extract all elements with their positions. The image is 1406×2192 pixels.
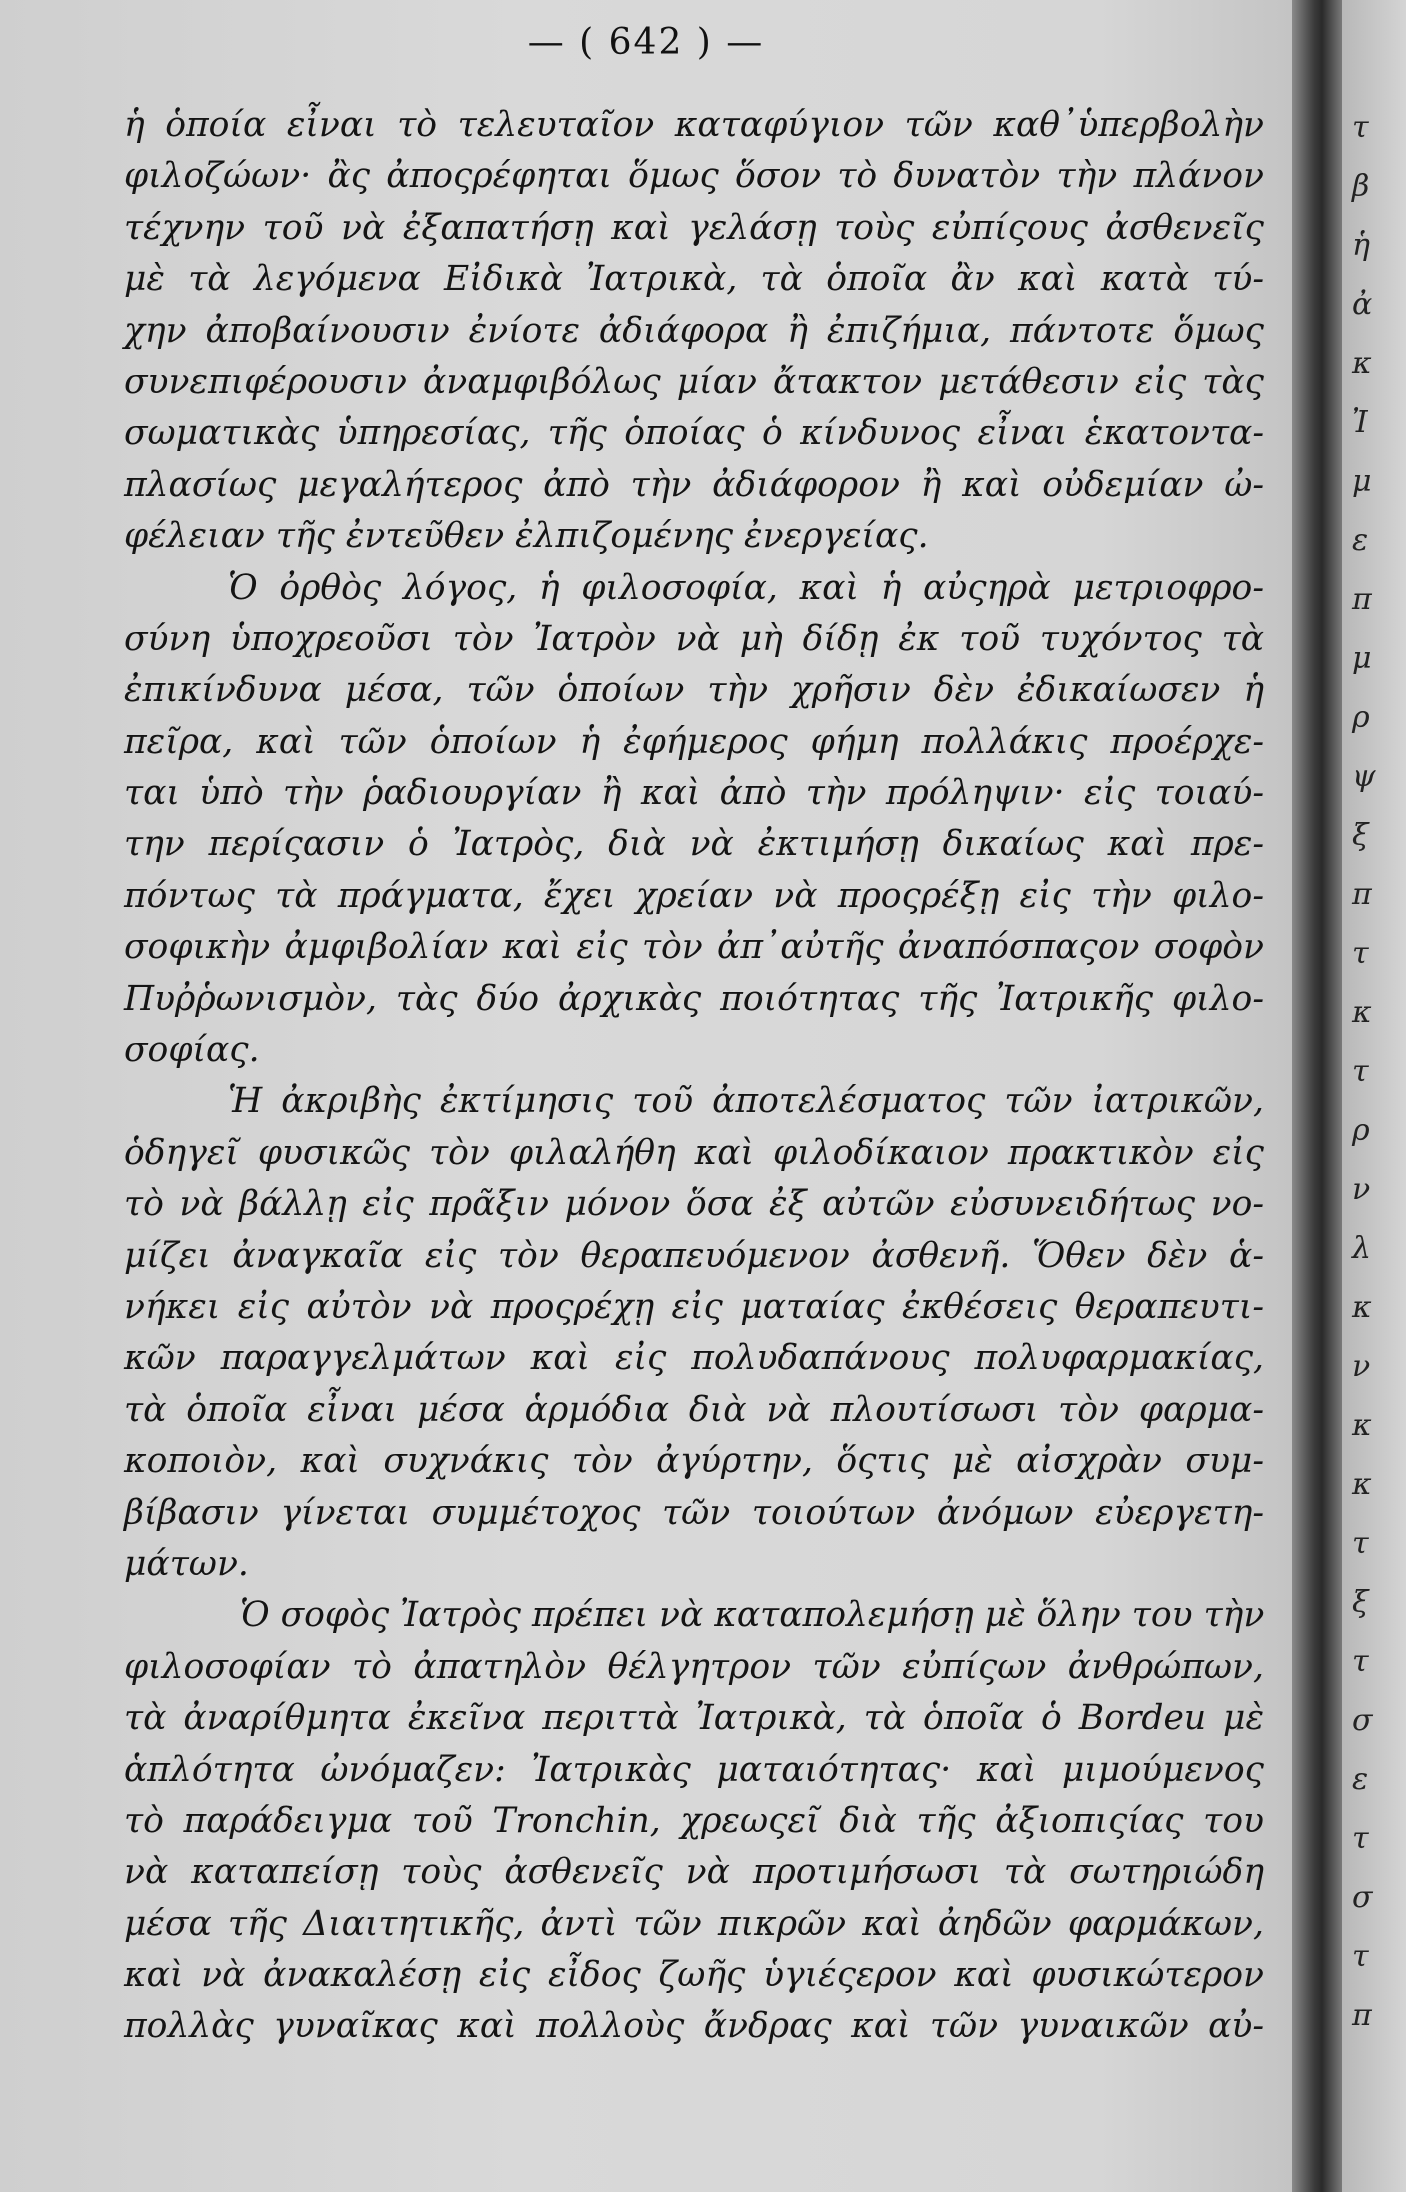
body-text — [124, 100, 1264, 2053]
facing-page-fragment: ρ — [1352, 1113, 1370, 1148]
text-line: τὸ παράδειγμα τοῦ Tronchin, χρεωςεῖ διὰ τῆς ἀξιοπιςίας του — [124, 1800, 1264, 1841]
facing-page-fragment: π — [1352, 582, 1372, 617]
text-line: Πυῤῥωνισμὸν, τὰς δύο ἀρχικὰς ποιότητας τῆς Ἰατρικῆς φιλο- — [124, 978, 1264, 1019]
text-line: σωματικὰς ὑπηρεσίας, τῆς ὁποίας ὁ κίνδυνος εἶναι ἑκατοντα- — [124, 413, 1264, 454]
text-line: μίζει ἀναγκαῖα εἰς τὸν θεραπευόμενον ἀσθενῆ. Ὅθεν δὲν ἁ- — [124, 1235, 1264, 1276]
facing-page-fragment: κ — [1352, 1467, 1372, 1502]
facing-page-fragment: σ — [1352, 1703, 1373, 1738]
text-line: φιλοσοφίαν τὸ ἀπατηλὸν θέλγητρον τῶν εὐπίςων ἀνθρώπων, — [124, 1646, 1264, 1687]
facing-page-fragment: ν — [1352, 1172, 1371, 1207]
text-line: ὁδηγεῖ φυσικῶς τὸν φιλαλήθη καὶ φιλοδίκαιον πρακτικὸν εἰς — [124, 1132, 1264, 1173]
text-line: κῶν παραγγελμάτων καὶ εἰς πολυδαπάνους πολυφαρμακίας, — [124, 1338, 1264, 1379]
text-line: καὶ νὰ ἀνακαλέσῃ εἰς εἶδος ζωῆς ὑγιέςερον καὶ φυσικώτερον — [124, 1955, 1264, 1996]
text-line: τὸ νὰ βάλλῃ εἰς πρᾶξιν μόνον ὅσα ἐξ αὐτῶν εὐσυνειδήτως νο- — [124, 1184, 1264, 1225]
facing-page-fragment: τ — [1352, 1939, 1369, 1974]
text-line: μάτων. — [124, 1543, 249, 1584]
text-line: Ὁ σοφὸς Ἰατρὸς πρέπει νὰ καταπολεμήσῃ μὲ ὅλην του τὴν — [240, 1595, 1265, 1636]
facing-page-fragment: τ — [1352, 1526, 1369, 1561]
text-line: βίβασιν γίνεται συμμέτοχος τῶν τοιούτων ἀνόμων εὐεργετη- — [124, 1492, 1264, 1533]
facing-page-fragment: ε — [1352, 523, 1369, 558]
text-line: σύνη ὑποχρεοῦσι τὸν Ἰατρὸν νὰ μὴ δίδῃ ἐκ τοῦ τυχόντος τὰ — [124, 618, 1264, 659]
facing-page-fragment: τ — [1352, 1054, 1369, 1089]
text-line: μὲ τὰ λεγόμενα Εἰδικὰ Ἰατρικὰ, τὰ ὁποῖα ἂν καὶ κατὰ τύ- — [124, 259, 1264, 300]
facing-page-fragment: ψ — [1352, 759, 1376, 794]
text-line: μέσα τῆς Διαιτητικῆς, ἀντὶ τῶν πικρῶν καὶ ἀηδῶν φαρμάκων, — [124, 1903, 1264, 1944]
facing-page-fragment: σ — [1352, 1880, 1373, 1915]
facing-page-fragment: ν — [1352, 1349, 1371, 1384]
text-line: ται ὑπὸ τὴν ῥαδιουργίαν ἢ καὶ ἀπὸ τὴν πρόληψιν· εἰς τοιαύ- — [124, 773, 1264, 814]
facing-page-fragment: Ἰ — [1352, 405, 1368, 440]
text-line: συνεπιφέρουσιν ἀναμφιβόλως μίαν ἄτακτον μετάθεσιν εἰς τὰς — [124, 361, 1264, 402]
facing-page-fragment: ἡ — [1352, 228, 1370, 263]
page-number: — ( 642 ) — — [527, 22, 765, 63]
facing-page-fragment: κ — [1352, 995, 1372, 1030]
facing-page-fragment: μ — [1352, 641, 1372, 676]
facing-page-fragment: π — [1352, 1998, 1372, 2033]
text-line: πόντως τὰ πράγματα, ἔχει χρείαν νὰ προςρέξῃ εἰς τὴν φιλο- — [124, 875, 1264, 916]
facing-page-edge — [1342, 0, 1406, 2192]
text-line: πλασίως μεγαλήτερος ἀπὸ τὴν ἀδιάφορον ἢ καὶ οὐδεμίαν ὠ- — [124, 464, 1264, 505]
text-line: φιλοζώων· ἂς ἀποςρέφηται ὅμως ὅσον τὸ δυνατὸν τὴν πλάνον — [124, 156, 1264, 197]
text-line: Ἡ ἀκριβὴς ἐκτίμησις τοῦ ἀποτελέσματος τῶν ἰατρικῶν, — [228, 1081, 1264, 1122]
facing-page-fragment: τ — [1352, 936, 1369, 971]
facing-page-fragment: ξ — [1352, 1585, 1369, 1620]
text-line: τὰ ἀναρίθμητα ἐκεῖνα περιττὰ Ἰατρικὰ, τὰ ὁποῖα ὁ Bordeu μὲ — [124, 1698, 1264, 1739]
text-line: τέχνην τοῦ νὰ ἐξαπατήσῃ καὶ γελάσῃ τοὺς εὐπίςους ἀσθενεῖς — [124, 207, 1264, 248]
text-line: ἐπικίνδυνα μέσα, τῶν ὁποίων τὴν χρῆσιν δὲν ἐδικαίωσεν ἡ — [124, 670, 1264, 711]
text-line: ἁπλότητα ὠνόμαζεν: Ἰατρικὰς ματαιότητας· καὶ μιμούμενος — [124, 1749, 1264, 1790]
book-gutter — [1292, 0, 1342, 2192]
facing-page-fragment: τ — [1352, 1821, 1369, 1856]
facing-page-fragment: π — [1352, 877, 1372, 912]
text-line: κοποιὸν, καὶ συχνάκις τὸν ἀγύρτην, ὅςτις μὲ αἰσχρὰν συμ- — [124, 1441, 1264, 1482]
facing-page-fragment: τ — [1352, 1644, 1369, 1679]
facing-page-fragment: κ — [1352, 1290, 1372, 1325]
text-line: πολλὰς γυναῖκας καὶ πολλοὺς ἄνδρας καὶ τῶν γυναικῶν αὐ- — [124, 2006, 1264, 2047]
facing-page-fragment: τ — [1352, 110, 1369, 145]
facing-page-fragment: ἀ — [1352, 287, 1373, 322]
text-line: σοφικὴν ἀμφιβολίαν καὶ εἰς τὸν ἀπ᾽αὐτῆς ἀναπόσπαςον σοφὸν — [124, 927, 1264, 968]
text-line: νὰ καταπείσῃ τοὺς ἀσθενεῖς νὰ προτιμήσωσι τὰ σωτηριώδη — [124, 1852, 1264, 1893]
text-line: σοφίας. — [124, 1030, 260, 1071]
text-line: τὰ ὁποῖα εἶναι μέσα ἁρμόδια διὰ νὰ πλουτίσωσι τὸν φαρμα- — [124, 1389, 1264, 1430]
text-line: την περίςασιν ὁ Ἰατρὸς, διὰ νὰ ἐκτιμήσῃ δικαίως καὶ πρε- — [124, 824, 1264, 865]
facing-page-fragment: μ — [1352, 464, 1372, 499]
facing-page-fragment: λ — [1352, 1231, 1372, 1266]
text-line: ἡ ὁποία εἶναι τὸ τελευταῖον καταφύγιον τῶν καθ᾽ὑπερβολὴν — [124, 105, 1264, 145]
facing-page-fragment: κ — [1352, 1408, 1372, 1443]
text-line: νήκει εἰς αὐτὸν νὰ προςρέχῃ εἰς ματαίας ἐκθέσεις θεραπευτι- — [124, 1286, 1264, 1327]
facing-page-fragment: κ — [1352, 346, 1372, 381]
facing-page-fragment: ε — [1352, 1762, 1369, 1797]
facing-page-fragment: ξ — [1352, 818, 1369, 853]
facing-page-fragment: β — [1352, 169, 1370, 204]
text-line: Ὁ ὀρθὸς λόγος, ἡ φιλοσοφία, καὶ ἡ αὐςηρὰ μετριοφρο- — [228, 567, 1264, 608]
text-line: πεῖρα, καὶ τῶν ὁποίων ἡ ἐφήμερος φήμη πολλάκις προέρχε- — [124, 721, 1264, 762]
facing-page-fragment: ρ — [1352, 700, 1370, 735]
text-line: φέλειαν τῆς ἐντεῦθεν ἐλπιζομένης ἐνεργείας. — [124, 516, 929, 557]
text-line: χην ἀποβαίνουσιν ἐνίοτε ἀδιάφορα ἢ ἐπιζήμια, πάντοτε ὅμως — [124, 310, 1264, 351]
